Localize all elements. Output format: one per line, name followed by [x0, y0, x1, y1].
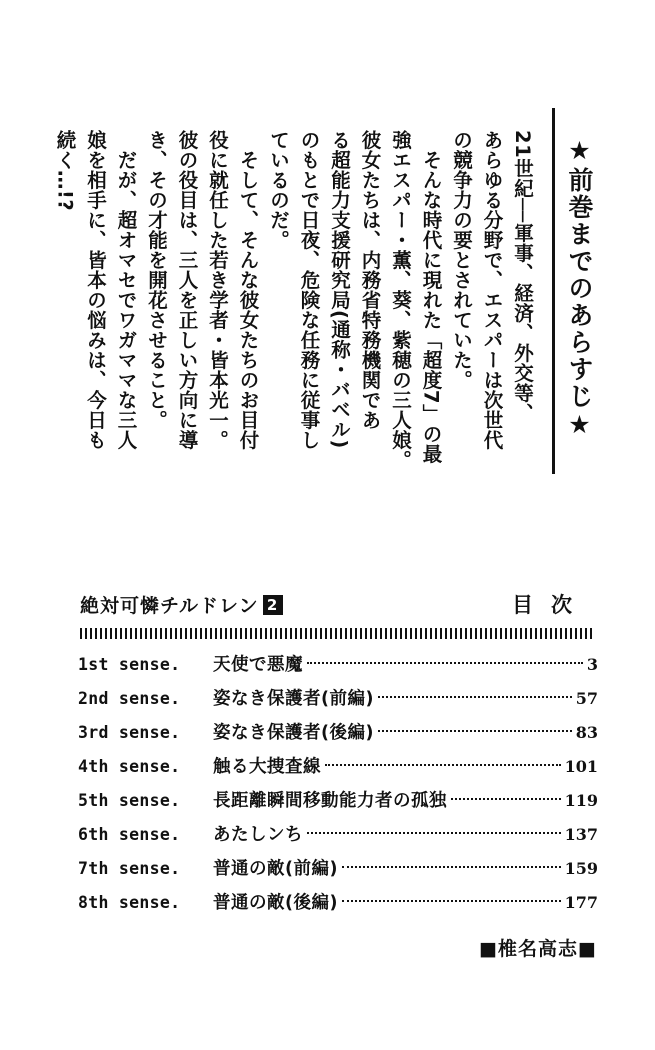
chapter-sense: 3rd sense. — [78, 723, 181, 742]
chapter-page: 159 — [564, 859, 598, 878]
chapter-sense: 5th sense. — [78, 791, 181, 810]
chapter-title: 普通の敵(後編) — [213, 893, 338, 913]
synopsis-body — [53, 130, 538, 470]
volume-badge: 2 — [263, 595, 283, 615]
chapter-title: 触る大捜査線 — [213, 757, 321, 777]
chapter-sense: 7th sense. — [78, 859, 181, 878]
synopsis-section — [53, 108, 598, 474]
dot-leader — [342, 866, 561, 868]
chapter-title: 普通の敵(前編) — [213, 859, 338, 879]
synopsis-line: る超能力支援研究局(通称・バベル) — [328, 130, 351, 449]
dot-leader — [451, 798, 561, 800]
dot-leader — [307, 832, 561, 834]
book-title: 絶対可憐チルドレン — [80, 595, 259, 617]
synopsis-line: ているのだ。 — [267, 130, 290, 250]
synopsis-line: だが、超オマセでワガママな三人 — [114, 150, 138, 450]
synopsis-heading: ★前巻までのあらすじ★ — [565, 136, 594, 441]
chapter-sense: 6th sense. — [78, 825, 181, 844]
synopsis-line: 強エスパー・薫、葵、紫穂の三人娘。 — [389, 130, 412, 470]
chapter-row — [78, 753, 598, 787]
dot-leader — [342, 900, 561, 902]
synopsis-line: そんな時代に現れた「超度7」の最 — [419, 150, 443, 465]
synopsis-line: の競争力の要とされていた。 — [450, 130, 473, 390]
chapter-page: 57 — [575, 689, 598, 708]
synopsis-line: 続く…!? — [53, 130, 77, 212]
synopsis-line: そして、そんな彼女たちのお目付 — [236, 150, 260, 450]
chapter-title: 天使で悪魔 — [213, 655, 303, 675]
synopsis-line: 役に就任した若き学者・皆本光一。 — [206, 130, 229, 450]
author-name: ■椎名高志■ — [479, 938, 597, 960]
chapter-page: 101 — [564, 757, 598, 776]
synopsis-line: のもとで日夜、危険な任務に従事し — [297, 130, 321, 450]
hatched-divider — [80, 628, 594, 639]
synopsis-line: 娘を相手に、皆本の悩みは、今日も — [84, 130, 107, 450]
chapter-sense: 8th sense. — [78, 893, 181, 912]
chapter-row — [78, 889, 598, 923]
synopsis-line: き、その才能を開花させること。 — [145, 130, 168, 430]
chapter-title: 姿なき保護者(前編) — [213, 689, 374, 709]
chapter-title: あたしンち — [213, 825, 303, 845]
chapter-page: 119 — [564, 791, 598, 810]
chapter-page: 83 — [575, 723, 598, 742]
chapter-row — [78, 651, 598, 685]
chapter-row — [78, 719, 598, 753]
chapter-sense: 1st sense. — [78, 655, 181, 674]
synopsis-line: 彼の役目は、三人を正しい方向に導 — [175, 130, 199, 450]
dot-leader — [307, 662, 583, 664]
chapter-page: 177 — [564, 893, 598, 912]
contents-label: 目次 — [512, 593, 590, 617]
synopsis-line: あらゆる分野で、エスパーは次世代 — [480, 130, 504, 450]
dot-leader — [325, 764, 561, 766]
toc-header — [78, 588, 598, 622]
chapter-title: 姿なき保護者(後編) — [213, 723, 374, 743]
chapter-row — [78, 787, 598, 821]
dot-leader — [378, 730, 572, 732]
chapter-page: 137 — [564, 825, 598, 844]
table-of-contents — [78, 588, 598, 913]
chapter-row — [78, 685, 598, 719]
synopsis-line: 彼女たちは、内務省特務機関であ — [358, 130, 382, 430]
chapter-list — [78, 651, 598, 923]
chapter-page: 3 — [586, 655, 598, 674]
chapter-title: 長距離瞬間移動能力者の孤独 — [213, 791, 447, 811]
chapter-row — [78, 855, 598, 889]
chapter-sense: 2nd sense. — [78, 689, 181, 708]
synopsis-line: 21世紀──軍事、経済、外交等、 — [511, 130, 534, 423]
book-title-wrap — [80, 591, 283, 618]
chapter-row — [78, 821, 598, 855]
synopsis-heading-column — [552, 108, 598, 474]
chapter-sense: 4th sense. — [78, 757, 181, 776]
dot-leader — [378, 696, 572, 698]
